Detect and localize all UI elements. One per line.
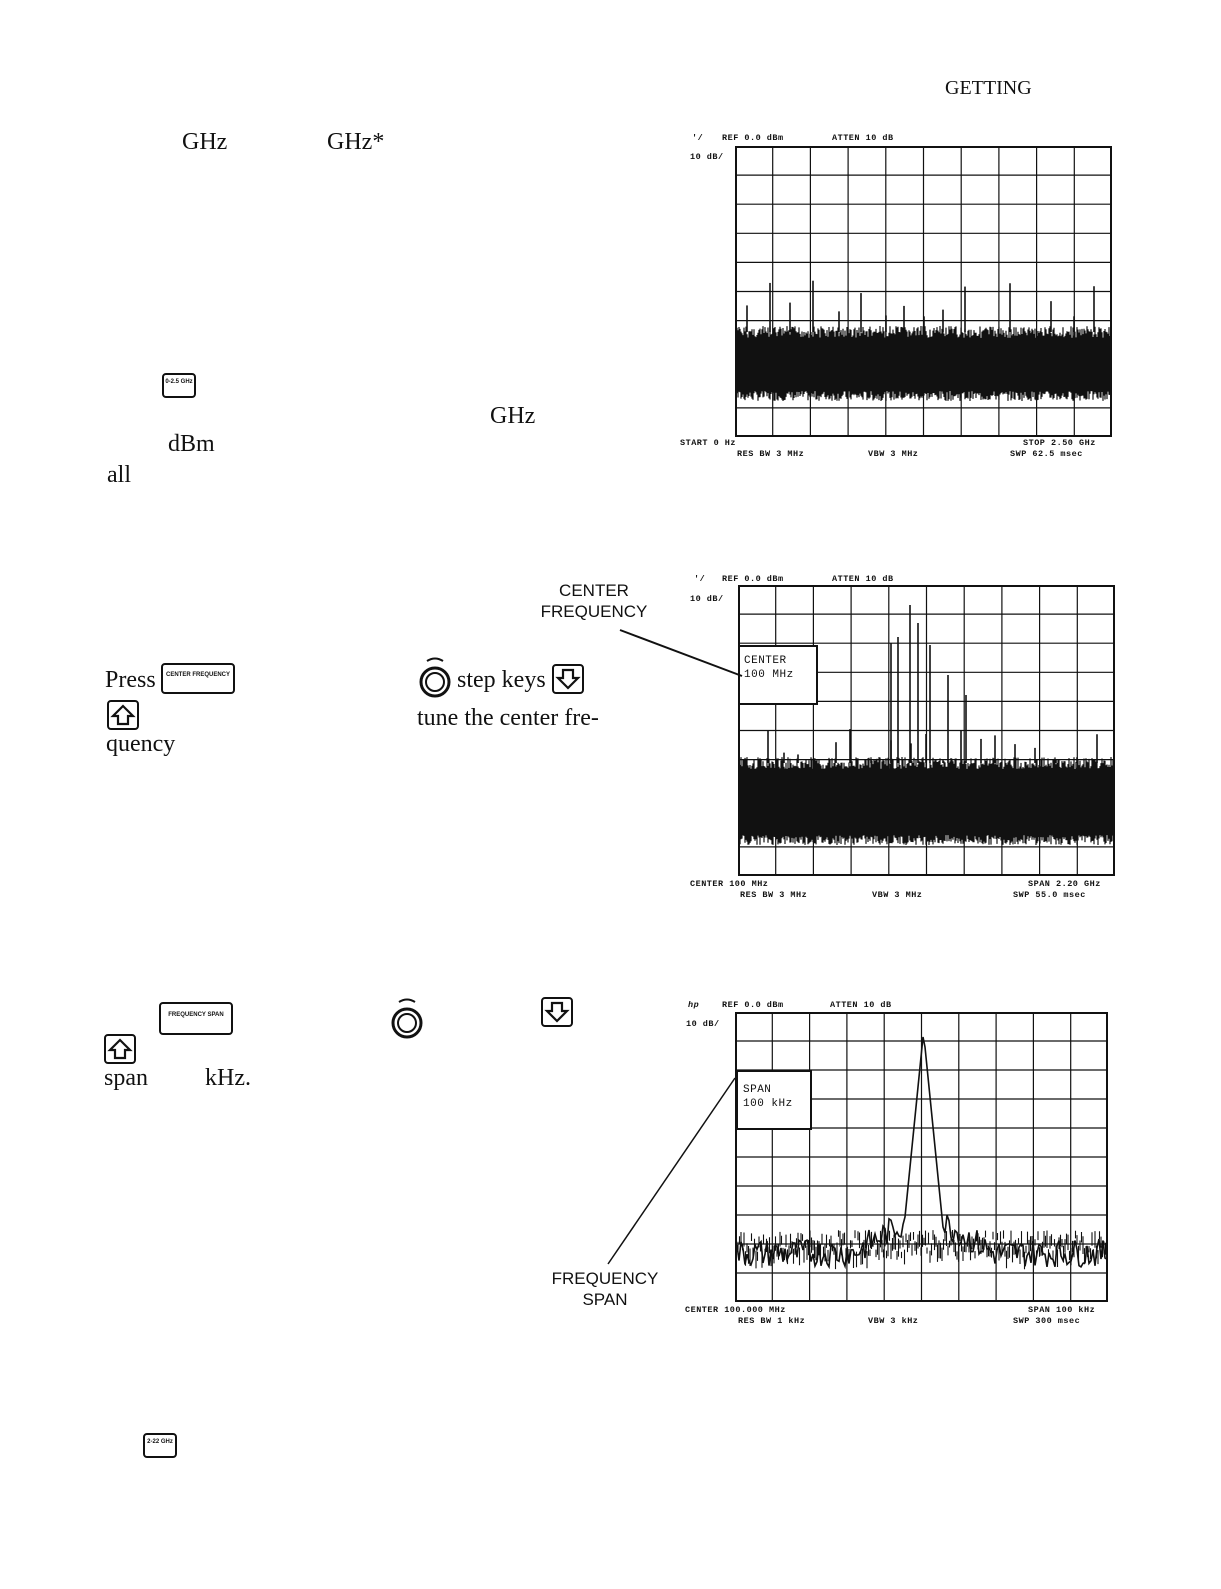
key-0-2-5-ghz[interactable]: 0-2.5 GHz (162, 373, 196, 398)
screen-atten: ATTEN 10 dB (832, 574, 894, 584)
callout-frequency-span: FREQUENCY SPAN (551, 1269, 659, 1309)
text-dbm: dBm (168, 431, 215, 457)
text-ghz-c: GHz (490, 403, 536, 429)
arrow-down-icon (554, 666, 582, 692)
screen-ref: REF 0.0 dBm (722, 574, 784, 584)
screen-span: SPAN 2.20 GHz (1028, 879, 1101, 889)
screen-swp: SWP 300 msec (1013, 1316, 1081, 1326)
screen-center: CENTER 100.000 MHz (685, 1305, 786, 1315)
key-frequency-span[interactable]: FREQUENCY SPAN (159, 1002, 233, 1035)
section-header: GETTING (945, 77, 1032, 99)
knob-icon[interactable] (418, 655, 452, 701)
step-up-key[interactable] (107, 700, 139, 730)
screen-swp: SWP 55.0 msec (1013, 890, 1086, 900)
span-annotation-box (736, 1070, 812, 1130)
screen-res-bw: RES BW 3 MHz (740, 890, 808, 900)
center-annotation-box (738, 645, 818, 705)
annot-label: SPAN (743, 1084, 772, 1096)
screen-ref: REF 0.0 dBm (722, 133, 784, 143)
trace-display (735, 1012, 1108, 1302)
key-2-22-ghz[interactable]: 2-22 GHz (143, 1433, 177, 1458)
text-tune-center: tune the center fre- (417, 705, 599, 731)
knob-icon[interactable] (390, 996, 424, 1042)
text-step-keys: step keys (457, 667, 546, 693)
span-callout-line (608, 1078, 735, 1264)
center-callout-line (620, 630, 742, 676)
screen-scale: 10 dB/ (690, 152, 724, 162)
screen-vbw: VBW 3 MHz (868, 449, 919, 459)
text-all: all (107, 462, 131, 488)
screen-top-left: '/ (692, 133, 704, 143)
text-press: Press (105, 667, 156, 693)
screen-span: SPAN 100 kHz (1028, 1305, 1096, 1315)
screen-scale: 10 dB/ (686, 1019, 720, 1029)
screen-center: CENTER 100 MHz (690, 879, 769, 889)
arrow-up-icon (109, 702, 137, 728)
screen-swp: SWP 62.5 msec (1010, 449, 1083, 459)
trace-display (738, 585, 1115, 876)
screen-atten: ATTEN 10 dB (830, 1000, 892, 1010)
screen-scale: 10 dB/ (690, 594, 724, 604)
text-khz: kHz. (205, 1065, 251, 1091)
text-quency: quency (106, 731, 176, 757)
annot-value: 100 kHz (743, 1098, 793, 1110)
screen-stop: STOP 2.50 GHz (1023, 438, 1096, 448)
screen-vbw: VBW 3 kHz (868, 1316, 919, 1326)
screen-atten: ATTEN 10 dB (832, 133, 894, 143)
annot-value: 100 MHz (744, 669, 794, 681)
screen-res-bw: RES BW 3 MHz (737, 449, 805, 459)
annot-label: CENTER (744, 655, 787, 667)
step-down-key[interactable] (541, 997, 573, 1027)
text-ghz-b: GHz* (327, 129, 385, 155)
screen-vbw: VBW 3 MHz (872, 890, 923, 900)
step-down-key[interactable] (552, 664, 584, 694)
screen-top-left: hp (688, 1000, 700, 1010)
trace-display (735, 146, 1112, 437)
screen-top-left: '/ (694, 574, 706, 584)
step-up-key[interactable] (104, 1034, 136, 1064)
callout-center-frequency: CENTER FREQUENCY (540, 581, 648, 621)
key-center-frequency[interactable]: CENTER FREQUENCY (161, 663, 235, 694)
arrow-down-icon (543, 999, 571, 1025)
arrow-up-icon (106, 1036, 134, 1062)
screen-res-bw: RES BW 1 kHz (738, 1316, 806, 1326)
screen-start: START 0 Hz (680, 438, 737, 448)
screen-ref: REF 0.0 dBm (722, 1000, 784, 1010)
text-ghz-a: GHz (182, 129, 228, 155)
noise-floor (735, 326, 1111, 401)
noise-floor (738, 757, 1114, 845)
text-span: span (104, 1065, 148, 1091)
